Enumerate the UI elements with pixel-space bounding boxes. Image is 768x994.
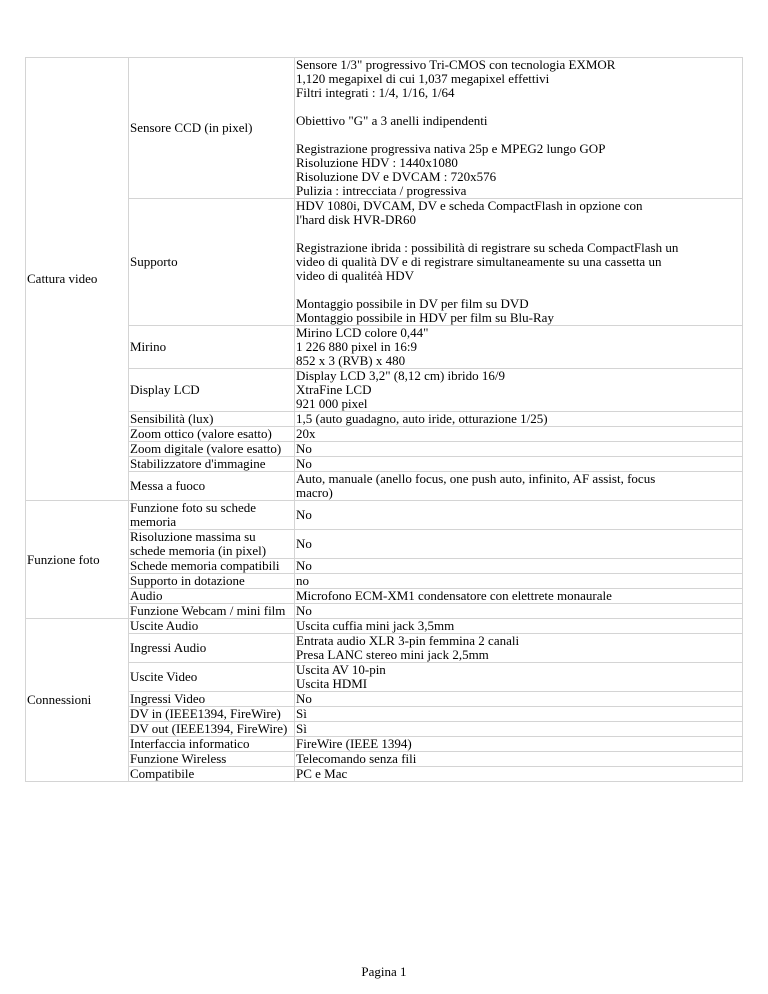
spec-label: Ingressi Audio <box>129 634 295 663</box>
spec-label: Uscite Audio <box>129 619 295 634</box>
spec-value <box>295 369 743 412</box>
spec-value-line: No <box>296 507 312 522</box>
spec-value-line: 1 226 880 pixel in 16:9 <box>296 339 417 354</box>
spec-value-line: Display LCD 3,2" (8,12 cm) ibrido 16/9 <box>296 368 505 383</box>
spec-row <box>26 619 743 634</box>
spec-value-line: Montaggio possibile in DV per film su DVD <box>296 296 529 311</box>
spec-value <box>295 634 743 663</box>
category-cell: Cattura video <box>26 58 129 501</box>
spec-label: Funzione foto su schede memoria <box>129 501 295 530</box>
spec-value-line: Risoluzione DV e DVCAM : 720x576 <box>296 169 497 184</box>
spec-label: Zoom ottico (valore esatto) <box>129 427 295 442</box>
spec-value-line: Montaggio possibile in HDV per film su Blu-Ray <box>296 310 554 325</box>
spec-value <box>295 559 743 574</box>
spec-value-line: No <box>296 456 312 471</box>
spec-value <box>295 663 743 692</box>
spec-value <box>295 707 743 722</box>
spec-value <box>295 412 743 427</box>
spec-row <box>26 559 743 574</box>
spec-value-line: No <box>296 558 312 573</box>
spec-row <box>26 692 743 707</box>
spec-value-line: Uscita AV 10-pin <box>296 662 386 677</box>
spec-row <box>26 442 743 457</box>
spec-value-line: Uscita cuffia mini jack 3,5mm <box>296 618 455 633</box>
spec-row <box>26 412 743 427</box>
spec-row <box>26 369 743 412</box>
spec-document <box>25 57 741 782</box>
spec-value <box>295 767 743 782</box>
spec-value <box>295 326 743 369</box>
spec-value-line: Pulizia : intrecciata / progressiva <box>296 183 467 198</box>
spec-value-line: Obiettivo "G" a 3 anelli indipendenti <box>296 113 488 128</box>
spec-value-line: Auto, manuale (anello focus, one push auto, infinito, AF assist, focus <box>296 471 656 486</box>
spec-value-line: video di qualitéà HDV <box>296 268 415 283</box>
spec-label: Audio <box>129 589 295 604</box>
spec-value-line: Microfono ECM-XM1 condensatore con elettrete monaurale <box>296 588 612 603</box>
spec-value-line: HDV 1080i, DVCAM, DV e scheda CompactFlash in opzione con <box>296 198 643 213</box>
spec-label: Supporto <box>129 199 295 326</box>
spec-value-line <box>296 283 741 297</box>
spec-label: DV out (IEEE1394, FireWire) <box>129 722 295 737</box>
spec-value-line: Sì <box>296 706 307 721</box>
spec-table <box>25 57 743 782</box>
spec-row <box>26 589 743 604</box>
spec-value <box>295 604 743 619</box>
spec-label: Zoom digitale (valore esatto) <box>129 442 295 457</box>
spec-value <box>295 530 743 559</box>
spec-value-line: video di qualità DV e di registrare simultaneamente su una cassetta un <box>296 254 662 269</box>
spec-label: Ingressi Video <box>129 692 295 707</box>
spec-label: Messa a fuoco <box>129 472 295 501</box>
spec-value-line: Risoluzione HDV : 1440x1080 <box>296 155 458 170</box>
spec-value-line <box>296 128 741 142</box>
spec-value <box>295 737 743 752</box>
spec-value <box>295 457 743 472</box>
spec-value-line: 1,120 megapixel di cui 1,037 megapixel effettivi <box>296 71 550 86</box>
spec-label: Uscite Video <box>129 663 295 692</box>
spec-value <box>295 692 743 707</box>
spec-value-line: Sensore 1/3" progressivo Tri-CMOS con tecnologia EXMOR <box>296 57 616 72</box>
spec-row <box>26 427 743 442</box>
spec-row <box>26 574 743 589</box>
spec-value-line: No <box>296 691 312 706</box>
spec-row <box>26 199 743 326</box>
spec-value-line: No <box>296 603 312 618</box>
spec-value-line: Filtri integrati : 1/4, 1/16, 1/64 <box>296 85 455 100</box>
spec-label: DV in (IEEE1394, FireWire) <box>129 707 295 722</box>
spec-value <box>295 199 743 326</box>
spec-value <box>295 427 743 442</box>
spec-label: Display LCD <box>129 369 295 412</box>
spec-value-line: 921 000 pixel <box>296 396 368 411</box>
spec-value-line: 852 x 3 (RVB) x 480 <box>296 353 406 368</box>
spec-row <box>26 767 743 782</box>
spec-value-line: Registrazione ibrida : possibilità di registrare su scheda CompactFlash un <box>296 240 679 255</box>
spec-label: Risoluzione massima su schede memoria (in pixel) <box>129 530 295 559</box>
spec-row <box>26 326 743 369</box>
spec-label: Stabilizzatore d'immagine <box>129 457 295 472</box>
spec-value-line: 1,5 (auto guadagno, auto iride, otturazione 1/25) <box>296 411 548 426</box>
spec-row <box>26 604 743 619</box>
spec-row <box>26 457 743 472</box>
spec-value-line: Presa LANC stereo mini jack 2,5mm <box>296 647 489 662</box>
spec-value-line: PC e Mac <box>296 766 348 781</box>
spec-label: Supporto in dotazione <box>129 574 295 589</box>
spec-label: Sensibilità (lux) <box>129 412 295 427</box>
spec-value-line: l'hard disk HVR-DR60 <box>296 212 417 227</box>
spec-value-line: FireWire (IEEE 1394) <box>296 736 412 751</box>
spec-row <box>26 707 743 722</box>
spec-value-line: Uscita HDMI <box>296 676 368 691</box>
spec-value <box>295 58 743 199</box>
spec-label: Mirino <box>129 326 295 369</box>
spec-value-line: Mirino LCD colore 0,44" <box>296 325 429 340</box>
spec-row <box>26 530 743 559</box>
spec-value-line: No <box>296 536 312 551</box>
spec-label: Funzione Webcam / mini film <box>129 604 295 619</box>
spec-value <box>295 722 743 737</box>
spec-value-line: Sì <box>296 721 307 736</box>
spec-value-line: XtraFine LCD <box>296 382 372 397</box>
spec-value-line: Registrazione progressiva nativa 25p e MPEG2 lungo GOP <box>296 141 606 156</box>
spec-row <box>26 722 743 737</box>
spec-label: Compatibile <box>129 767 295 782</box>
spec-value-line: macro) <box>296 485 333 500</box>
spec-value <box>295 619 743 634</box>
spec-label: Funzione Wireless <box>129 752 295 767</box>
spec-value <box>295 589 743 604</box>
page-footer: Pagina 1 <box>361 964 407 979</box>
spec-value <box>295 574 743 589</box>
category-cell: Funzione foto <box>26 501 129 619</box>
spec-value <box>295 472 743 501</box>
spec-value-line <box>296 227 741 241</box>
spec-value-line: Telecomando senza fili <box>296 751 417 766</box>
spec-value-line: no <box>296 573 309 588</box>
spec-row <box>26 58 743 199</box>
spec-value-line: Entrata audio XLR 3-pin femmina 2 canali <box>296 633 520 648</box>
spec-label: Sensore CCD (in pixel) <box>129 58 295 199</box>
spec-value-line <box>296 100 741 114</box>
spec-row <box>26 737 743 752</box>
spec-value <box>295 752 743 767</box>
spec-value <box>295 501 743 530</box>
spec-label: Schede memoria compatibili <box>129 559 295 574</box>
spec-value-line: 20x <box>296 426 316 441</box>
spec-row <box>26 663 743 692</box>
spec-row <box>26 501 743 530</box>
category-cell: Connessioni <box>26 619 129 782</box>
spec-row <box>26 752 743 767</box>
spec-row <box>26 634 743 663</box>
spec-value-line: No <box>296 441 312 456</box>
spec-label: Interfaccia informatico <box>129 737 295 752</box>
spec-row <box>26 472 743 501</box>
spec-value <box>295 442 743 457</box>
